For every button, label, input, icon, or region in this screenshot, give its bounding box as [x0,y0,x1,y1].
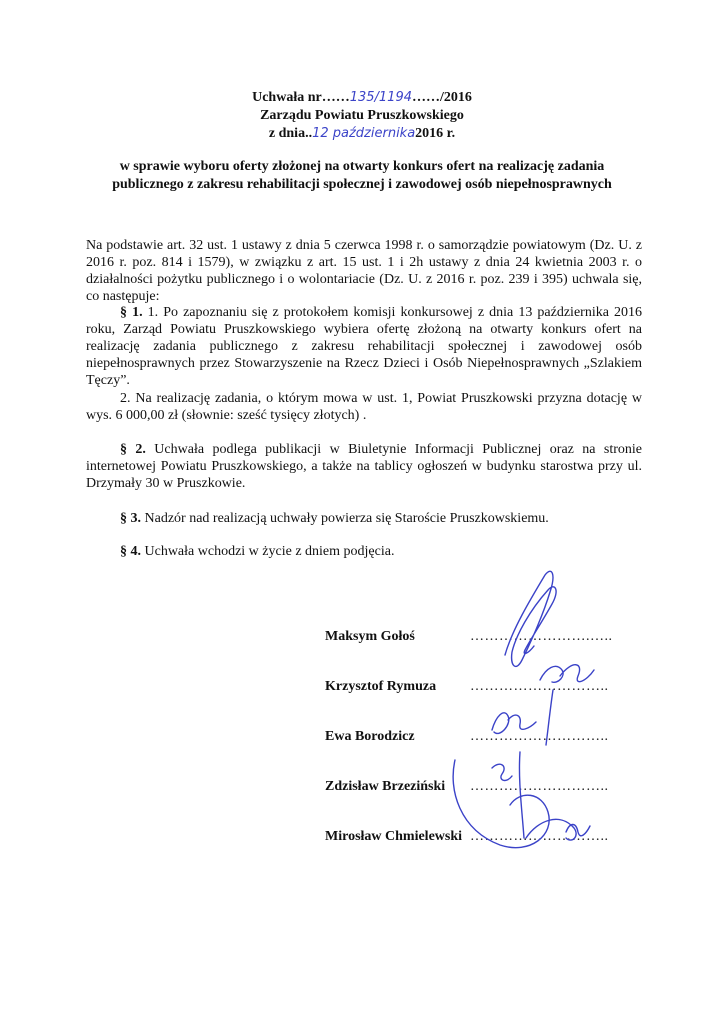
signature-line: …………………….….. [470,629,613,644]
section-4-text: Uchwała wchodzi w życie z dniem podjęcia. [141,544,395,559]
handwritten-date: 12 października [312,126,416,141]
signature-brzezinski [453,752,549,848]
date-label: z dnia [268,126,306,141]
signature-rymuza [540,665,594,745]
signature-chmielewski [526,819,590,840]
section-1-label: § 1. [120,305,143,320]
resolution-number-label: Uchwała nr [252,90,322,105]
signatory-name: Zdzisław Brzeziński [325,779,446,794]
subject-line-2: publicznego z zakresu rehabilitacji społecznej i zawodowej osób niepełnosprawnych [112,177,612,192]
board-name: Zarządu Powiatu Pruszkowskiego [260,108,464,123]
section-1-paragraph-1: 1. Po zapoznaniu się z protokołem komisji konkursowej z dnia 13 października 2016 roku, Zarząd Powiatu Pruszkowskiego wybiera ofertę złożoną na otwarty konkurs ofert na realizację zadania publicznego z zakresu rehabilitacji społecznej i zawodowej osób niepełnosprawnych przez Stowarzyszenie na Rzecz Dzieci i Osób Niepełnosprawnych „Szlakiem Tęczy”. [86,305,642,388]
resolution-number-line: Uchwała nr……135/1194……/2016 [252,90,472,105]
handwritten-resolution-number: 135/1194 [349,90,412,105]
legal-basis-paragraph: Na podstawie art. 32 ust. 1 ustawy z dnia 5 czerwca 1998 r. o samorządzie powiatowym (Dz. U. z 2016 r. poz. 814 i 1579), w związku z art. 15 ust. 1 i 2h ustawy z dnia 24 kwietnia 2003 r. o działalności pożytku publicznego i o wolontariacie (Dz. U. z 2016 r. poz. 239 i 395) uchwala się, co następuje: [86,238,642,304]
section-2-label: § 2. [120,442,146,457]
date-year: 2016 r. [415,126,456,141]
signatory-name: Maksym Gołoś [325,629,415,644]
section-2-text: Uchwała podlega publikacji w Biuletynie Informacji Publicznej oraz na stronie internetowej Powiatu Pruszkowskiego, a także na tablicy ogłoszeń w budynku starostwa przy ul. Drzymały 30 w Pruszkowie. [86,442,643,491]
section-1-paragraph-2: 2. Na realizację zadania, o którym mowa w ust. 1, Powiat Pruszkowski przyzna dotację w wys. 6 000,00 zł (słownie: sześć tysięcy złotych) . [86,391,642,423]
subject-line-1: w sprawie wyboru oferty złożonej na otwarty konkurs ofert na realizację zadania [119,159,605,174]
signature-golos [505,571,556,666]
resolution-date-line: z dnia..12 października2016 r. [268,126,456,141]
signature-borodzicz [492,713,536,734]
signatory-name: Mirosław Chmielewski [325,829,463,844]
section-4-label: § 4. [120,544,141,559]
signatory-name: Krzysztof Rymuza [325,679,437,694]
signature-line: ……………………….. [470,829,609,844]
section-3-text: Nadzór nad realizacją uchwały powierza się Staroście Pruszkowskiemu. [141,511,549,526]
resolution-year: /2016 [440,90,472,105]
signature-line: ……………………….. [470,679,609,694]
section-3-label: § 3. [120,511,141,526]
signature-line: ……………………….. [470,779,609,794]
signature-line: ……………………….. [470,729,609,744]
signatory-name: Ewa Borodzicz [325,729,415,744]
